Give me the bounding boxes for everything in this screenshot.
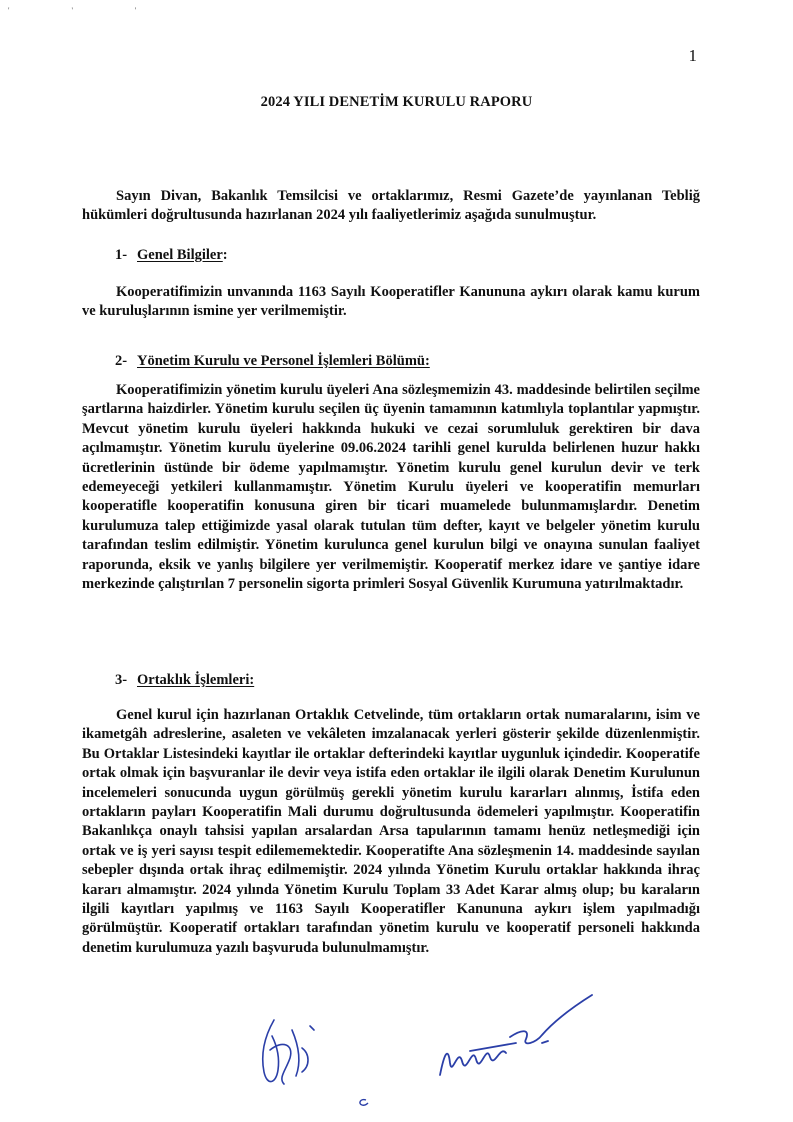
section-3-body: Genel kurul için hazırlanan Ortaklık Cetvelinde, tüm ortakların ortak numaralarını, isim ve ikametgâh adreslerine, asaleten ve vekâleten imzalanacak yerleri gösterir şekilde düzenlenmiştir. Bu Ortaklar Listesindeki kayıtlar ile ortaklar defterindeki kayıtlar uygunluk içindedir. Kooperatife ortak olmak için başvuranlar ile devir veya istifa eden ortaklar ile ilgili olarak Denetim Kurulunun incelemeleri sonucunda uygun görülmüş gerekli yönetim kurulu kararları alınmış, İstifa eden ortakların payları Kooperatifin Mali durumu doğrultusunda ödemeleri yapılmıştır. Kooperatifin Bakanlıkça onaylı tahsisi yapılan arsalardan Arsa tapularının tamamı henüz netleşmediği için ortak ve iş yeri sayısı tespit edilememektedir. Kooperatifte Ana sözleşmenin 14. maddesinde sayılan sebepler dışında ortak ihraç edilmemiştir. 2024 yılında Yönetim Kurulu ortaklar hakkında ihraç kararı almamıştır. 2024 yılında Yönetim Kurulu Toplam 33 Adet Karar almış olup; bu karaların ilgili kayıtları yapılmış ve 1163 Sayılı Kooperatifler Kanununa aykırı işlem yapılmadığı görülmüştür. Kooperatif ortakları tarafından yönetim kurulu ve kooperatif personeli hakkında denetim kurulumuza yazılı başvuruda bulunulmamıştır. xyxy=(82,707,700,956)
section-1-body: Kooperatifimizin unvanında 1163 Sayılı Kooperatifler Kanununa aykırı olarak kamu kurum ve kuruluşlarının ismine yer verilmemiştir. xyxy=(82,284,700,320)
section-title-suffix: : xyxy=(222,247,228,263)
section-title: Ortaklık İşlemleri: xyxy=(137,672,255,688)
section-title: Genel Bilgiler xyxy=(137,247,223,263)
ink-mark-icon xyxy=(356,1098,370,1108)
page-number: 1 xyxy=(688,46,697,65)
intro-paragraph: Sayın Divan, Bakanlık Temsilcisi ve ortaklarımız, Resmi Gazete’de yayınlanan Tebliğ hükümleri doğrultusunda hazırlanan 2024 yılı faaliyetlerimiz aşağıda sunulmuştur. xyxy=(82,188,700,224)
section-number: 2- xyxy=(115,353,128,369)
section-3-heading xyxy=(115,672,254,689)
section-number: 3- xyxy=(115,672,128,688)
signature-right-icon xyxy=(430,985,600,1085)
section-1-heading xyxy=(115,247,228,264)
section-2-body: Kooperatifimizin yönetim kurulu üyeleri Ana sözleşmemizin 43. maddesinde belirtilen seçilme şartlarına haizdirler. Yönetim kurulu seçilen üç üyenin tamamının katımlıyla toplantılar yapmıştır. Mevcut yönetim kurulu üyeleri hakkında hukuki ve cezai sorumluluk gerektiren bir dava açılmamıştır. Yönetim kurulu üyelerine 09.06.2024 tarihli genel kurulda belirlenen huzur hakkı ücretlerinin üstünde bir ödeme yapılmamıştır. Yönetim kurulu genel kurulun devir ve terk edemeyeceği yetkileri kullanmamıştır. Yönetim Kurulu üyeleri ve kooperatifin memurları kooperatifle kooperatifin konusuna giren bir ticari muamelede bulunmamışlardır. Denetim kurulumuza talep ettiğimizde yasal olarak tutulan tüm defter, kayıt ve belgeler yönetim kurulu tarafından teslim edilmiştir. Yönetim kurulunca genel kurulun bilgi ve onayına sunulan faaliyet raporunda, eksik ve yanlış bilgilere yer verilmemiştir. Kooperatif merkez idare ve şantiye idare merkezinde çalıştırılan 7 personelin sigorta primleri Sosyal Güvenlik Kurumuna yatırılmaktadır. xyxy=(82,382,700,593)
section-2-heading xyxy=(115,353,430,370)
signature-left-icon xyxy=(240,1000,330,1100)
section-title: Yönetim Kurulu ve Personel İşlemleri Bölümü: xyxy=(137,353,430,369)
section-number: 1- xyxy=(115,247,128,263)
scan-marks: ' ' ' xyxy=(8,6,167,15)
page-title: 2024 YILI DENETİM KURULU RAPORU xyxy=(260,94,533,110)
